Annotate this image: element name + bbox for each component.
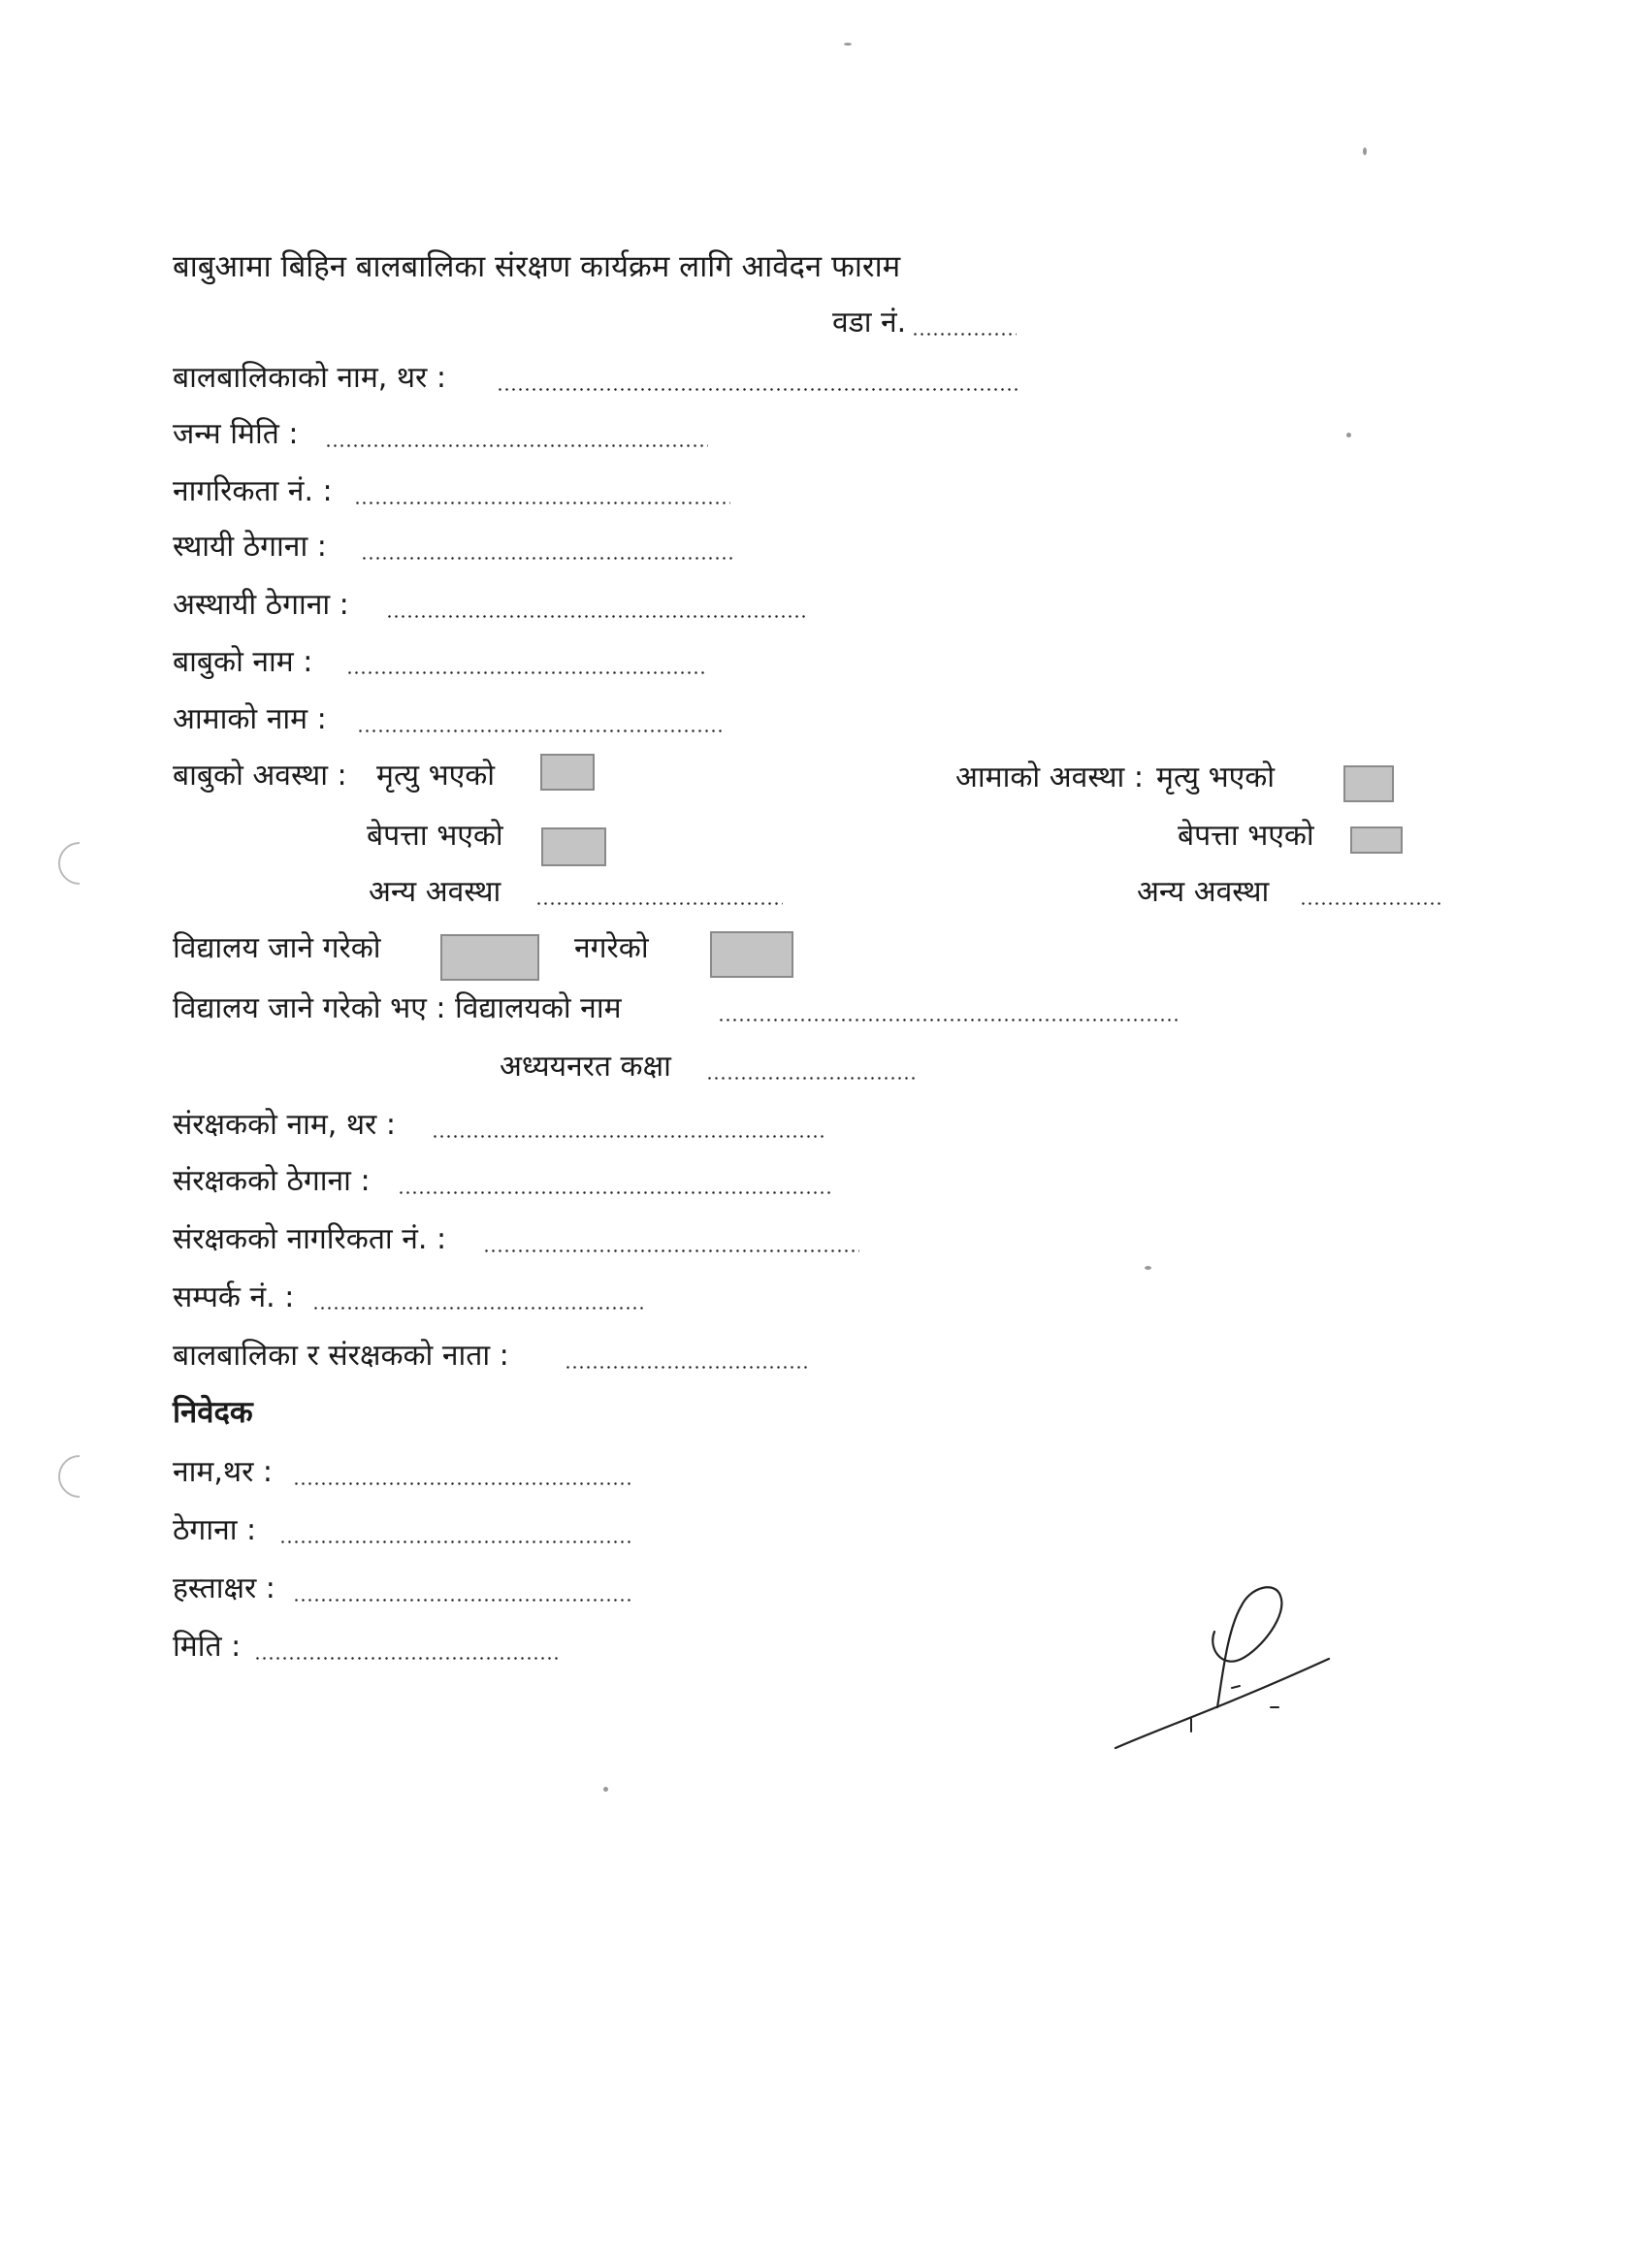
scan-speck [1363,147,1367,155]
applicant-heading: निवेदक [173,1395,253,1430]
mother-status-label: आमाको अवस्था : [955,761,1144,794]
ward-label: वडा नं. [832,306,907,340]
birth-date-label: जन्म मिति : [173,417,299,451]
punch-hole-mark [49,1446,110,1507]
temporary-address-label: अस्थायी ठेगाना : [173,588,349,622]
applicant-signature-label: हस्ताक्षर : [173,1571,275,1605]
school-attending-label: विद्यालय जाने गरेको [173,931,381,965]
grade-label: अध्ययनरत कक्षा [500,1050,671,1084]
applicant-name-input-line[interactable] [293,1482,632,1485]
handwritten-signature [1106,1571,1339,1756]
applicant-date-label: मिति : [173,1630,242,1664]
applicant-address-input-line[interactable] [279,1540,630,1543]
child-name-label: बालबालिकाको नाम, थर : [173,361,446,395]
mother-deceased-checkbox[interactable] [1343,765,1394,802]
applicant-signature-input-line[interactable] [293,1599,632,1602]
mother-deceased-label: मृत्यु भएको [1156,761,1276,794]
father-missing-label: बेपत्ता भएको [367,819,503,853]
contact-no-label: सम्पर्क नं. : [173,1280,295,1314]
mother-other-label: अन्य अवस्था [1137,875,1270,909]
mother-other-input-line[interactable] [1300,902,1443,905]
child-name-input-line[interactable] [497,388,1018,391]
school-attending-checkbox[interactable] [440,934,539,981]
temporary-address-input-line[interactable] [386,615,807,618]
guardian-name-label: संरक्षकको नाम, थर : [173,1108,396,1142]
father-name-label: बाबुको नाम : [173,645,313,679]
father-status-label: बाबुको अवस्था : [173,759,347,793]
scan-speck [1346,433,1351,437]
applicant-address-label: ठेगाना : [173,1513,257,1547]
mother-missing-checkbox[interactable] [1350,826,1403,854]
father-other-label: अन्य अवस्था [369,875,501,909]
mother-missing-label: बेपत्ता भएको [1178,819,1314,853]
scan-speck [844,43,852,46]
school-name-label: विद्यालय जाने गरेको भए : विद्यालयको नाम [173,991,622,1025]
punch-hole-mark [49,833,110,893]
guardian-address-input-line[interactable] [398,1191,832,1194]
school-name-input-line[interactable] [718,1019,1181,1021]
father-deceased-label: मृत्यु भएको [376,759,496,793]
father-deceased-checkbox[interactable] [540,754,595,791]
mother-name-label: आमाको नाम : [173,702,327,736]
citizenship-no-label: नागरिकता नं. : [173,474,333,508]
applicant-date-input-line[interactable] [254,1657,560,1660]
permanent-address-label: स्थायी ठेगाना : [173,530,327,564]
permanent-address-input-line[interactable] [361,557,735,560]
scan-speck [603,1787,608,1792]
relation-label: बालबालिका र संरक्षकको नाता : [173,1339,509,1373]
applicant-name-label: नाम,थर : [173,1455,273,1489]
school-not-attending-checkbox[interactable] [710,931,793,978]
mother-name-input-line[interactable] [357,729,726,732]
father-name-input-line[interactable] [346,671,708,674]
form-title: बाबुआमा बिहिन बालबालिका संरक्षण कार्यक्रम लागि आवेदन फाराम [173,249,901,284]
birth-date-input-line[interactable] [325,444,708,447]
school-not-attending-label: नगरेको [574,931,649,965]
contact-no-input-line[interactable] [312,1307,647,1310]
father-other-input-line[interactable] [535,902,783,905]
relation-input-line[interactable] [565,1366,809,1369]
grade-input-line[interactable] [706,1077,918,1080]
scan-speck [1145,1266,1151,1270]
ward-input-line[interactable] [912,333,1017,336]
guardian-name-input-line[interactable] [432,1135,824,1138]
citizenship-no-input-line[interactable] [354,502,730,504]
guardian-address-label: संरक्षकको ठेगाना : [173,1164,371,1198]
guardian-citizenship-input-line[interactable] [483,1249,859,1252]
guardian-citizenship-label: संरक्षकको नागरिकता नं. : [173,1222,447,1256]
father-missing-checkbox[interactable] [541,827,606,866]
